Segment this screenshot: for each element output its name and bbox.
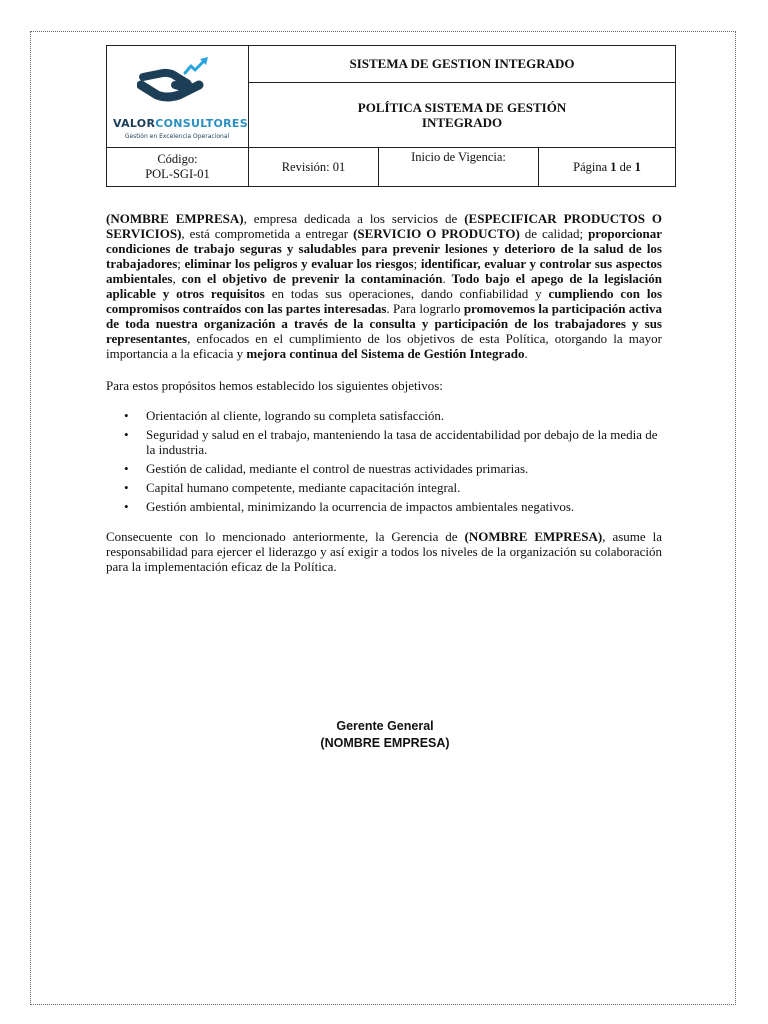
logo-tagline: Gestión en Excelencia Operacional [124,132,230,140]
bold-text-run: identificar, evaluar y controlar sus aspectos ambientales [106,256,662,286]
document-code-cell [107,148,249,187]
objectives-intro: Para estos propósitos hemos establecido los siguientes objetivos: [106,378,443,393]
bold-text-run: mejora continua del Sistema de Gestión Integrado [246,346,525,361]
bold-text-run: (ESPECIFICAR PRODUCTOS O SERVICIOS) [106,211,662,241]
text-run: , está comprometida a entregar [181,226,354,241]
text-run: , asume la responsabilidad para ejercer el liderazgo y así exigir a todos los niveles de la organización su colaboración para la implementación eficaz de la Política. [106,529,663,574]
policy-paragraph-closing [106,529,662,574]
company-logo [107,46,249,148]
bold-text-run: con el objetivo de prevenir la contaminación [181,271,443,286]
bold-text-run: promovemos la participación activa de toda nuestra organización a través de la consulta y participación de los trabajadores y sus representantes [106,301,662,346]
objective-item: • Gestión ambiental, minimizando la ocurrencia de impactos ambientales negativos. [146,499,662,514]
bold-text-run: eliminar los peligros y evaluar los riesgos [184,256,414,271]
document-title: POLÍTICA SISTEMA DE GESTIÓN INTEGRADO [249,83,676,148]
objective-item: • Seguridad y salud en el trabajo, manteniendo la tasa de accidentabilidad por debajo de la media de la industria. [146,427,662,457]
hand-with-rising-arrow-icon [137,55,217,117]
start-date-cell: Inicio de Vigencia: [379,148,539,187]
text-run: . Para lograrlo [386,301,464,316]
code-label: Código: [157,152,198,166]
text-run: de calidad; [519,226,589,241]
policy-body [106,211,662,574]
text-run: , [172,271,182,286]
text-run: . [524,346,528,361]
code-value: POL-SGI-01 [145,167,210,181]
text-run: , empresa dedicada a los servicios de [243,211,465,226]
page-number-cell: Página 1 de 1 [539,148,676,187]
bold-text-run: (NOMBRE EMPRESA) [464,529,603,544]
bold-text-run: proporcionar condiciones de trabajo seguras y saludables para prevenir lesiones y deterioro de la salud de los trabajadores [106,226,662,271]
signature-block [250,718,520,752]
objective-item: • Capital humano competente, mediante capacitación integral. [146,480,662,495]
bold-text-run: Todo bajo el apego de la legislación aplicable y otros requisitos [106,271,662,301]
text-run: . [442,271,452,286]
signer-role: Gerente General [336,719,434,733]
system-title: SISTEMA DE GESTION INTEGRADO [249,46,676,83]
objective-item: • Orientación al cliente, logrando su completa satisfacción. [146,408,662,423]
text-run: ; [413,256,421,271]
policy-paragraph-intro [106,211,662,361]
logo-wordmark: VALORCONSULTORES [113,116,248,130]
objective-item: • Gestión de calidad, mediante el control de nuestras actividades primarias. [146,461,662,476]
bold-text-run: (NOMBRE EMPRESA) [106,211,244,226]
signer-company: (NOMBRE EMPRESA) [320,736,450,750]
revision-cell: Revisión: 01 [249,148,379,187]
bold-text-run: (SERVICIO O PRODUCTO) [353,226,520,241]
objectives-list [106,408,662,514]
text-run: , enfocados en el cumplimiento de los objetivos de esta Política, otorgando la mayor importancia a la eficacia y [106,331,662,361]
bold-text-run: cumpliendo con los compromisos contraídos con las partes interesadas [106,286,662,316]
text-run: en todas sus operaciones, dando confiabilidad y [264,286,549,301]
document-header-table [106,45,676,187]
text-run: ; [177,256,185,271]
text-run: Consecuente con lo mencionado anteriormente, la Gerencia de [106,529,465,544]
